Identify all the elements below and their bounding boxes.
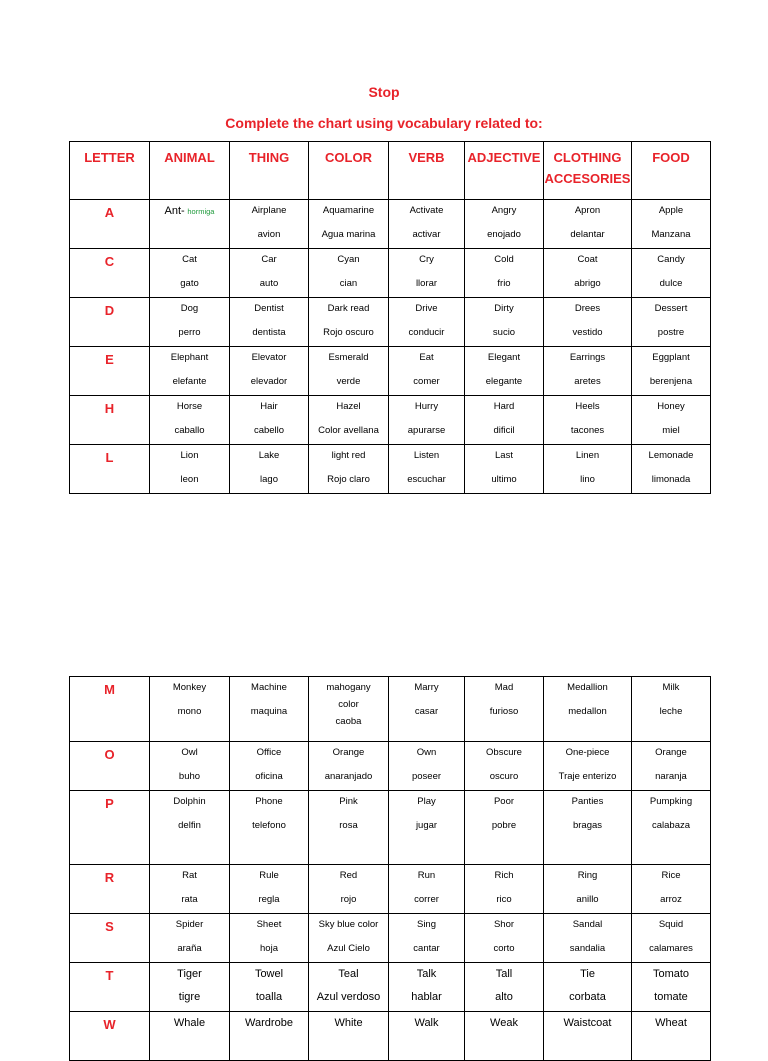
word: Office <box>256 747 282 758</box>
translation: toalla <box>255 991 283 1003</box>
translation: medallon <box>568 706 607 717</box>
row-letter: O <box>104 747 115 762</box>
translation: verde <box>336 376 361 387</box>
translation: sandalia <box>569 943 606 954</box>
word: Dark read <box>327 303 370 314</box>
word: Panties <box>571 796 604 807</box>
row-letter: T <box>105 968 114 983</box>
translation: miel <box>662 425 680 436</box>
word: Hard <box>493 401 515 412</box>
word: Spider <box>175 919 204 930</box>
row-letter: A <box>104 205 115 220</box>
translation: elegante <box>485 376 523 387</box>
translation: elefante <box>172 376 207 387</box>
row-letter: P <box>105 796 114 811</box>
word: Play <box>417 796 436 807</box>
word: mahogany <box>326 682 371 693</box>
page-title: Stop <box>368 84 400 100</box>
translation: ultimo <box>491 474 517 485</box>
translation: leche <box>659 706 683 717</box>
translation: Azul Cielo <box>327 943 370 954</box>
word: Last <box>495 450 513 461</box>
row-r <box>70 865 711 914</box>
column-header: FOOD <box>652 150 690 165</box>
translation: apurarse <box>407 425 446 436</box>
word: Phone <box>255 796 283 807</box>
translation: correr <box>414 894 439 905</box>
word: Hazel <box>336 401 361 412</box>
word: Tie <box>580 968 595 980</box>
word: Eat <box>419 352 434 363</box>
row-letter: E <box>105 352 114 367</box>
row-letter: D <box>104 303 115 318</box>
word: Drive <box>415 303 438 314</box>
translation: limonada <box>651 474 691 485</box>
translation: cabello <box>253 425 285 436</box>
word: Lion <box>180 450 199 461</box>
vocabulary-chart-1 <box>69 141 711 494</box>
word: Pink <box>339 796 358 807</box>
animal-word: Ant- <box>164 205 185 217</box>
word: light red <box>331 450 366 461</box>
translation: auto <box>259 278 279 289</box>
word: Marry <box>414 682 439 693</box>
word-continued: color <box>338 699 359 710</box>
word: Aquamarine <box>322 205 375 216</box>
word: Hurry <box>414 401 439 412</box>
word: Run <box>417 870 436 881</box>
translation: berenjena <box>649 376 693 387</box>
word: Cold <box>494 254 514 265</box>
word: Rat <box>182 870 197 881</box>
word: Activate <box>409 205 444 216</box>
translation: leon <box>180 474 199 485</box>
word: Lemonade <box>648 450 694 461</box>
column-header: ANIMAL <box>164 150 215 165</box>
translation: delfin <box>178 820 201 831</box>
row-letter: R <box>104 870 115 885</box>
row-m <box>70 677 711 742</box>
translation: casar <box>414 706 439 717</box>
word: Dessert <box>654 303 688 314</box>
translation: bragas <box>572 820 603 831</box>
translation: lino <box>580 474 595 485</box>
word: White <box>334 1017 363 1029</box>
word: Cyan <box>337 254 360 265</box>
translation: pobre <box>491 820 517 831</box>
word: Heels <box>575 401 600 412</box>
word: One-piece <box>565 747 610 758</box>
word: Dog <box>180 303 199 314</box>
translation: Azul verdoso <box>316 991 381 1003</box>
word: Hair <box>260 401 278 412</box>
word: Lake <box>258 450 280 461</box>
translation: maquina <box>250 706 288 717</box>
translation: cantar <box>413 943 440 954</box>
translation: tacones <box>570 425 605 436</box>
translation: regla <box>258 894 280 905</box>
word: Orange <box>332 747 365 758</box>
row-letter: S <box>105 919 114 934</box>
instructions-heading: Complete the chart using vocabulary related to: <box>225 115 543 131</box>
translation: arroz <box>660 894 682 905</box>
row-letter: H <box>104 401 115 416</box>
word: Waistcoat <box>563 1017 612 1029</box>
translation: dulce <box>659 278 683 289</box>
word: Medallion <box>567 682 608 693</box>
word: Dolphin <box>173 796 206 807</box>
translation: lago <box>260 474 278 485</box>
translation: Rojo oscuro <box>323 327 374 338</box>
header-row <box>70 142 711 200</box>
word: Wardrobe <box>245 1017 293 1029</box>
column-header: COLOR <box>325 150 372 165</box>
translation: rosa <box>339 820 358 831</box>
word: Rule <box>259 870 279 881</box>
word: Monkey <box>172 682 207 693</box>
word: Listen <box>413 450 440 461</box>
translation: enojado <box>487 229 521 240</box>
translation: avion <box>257 229 281 240</box>
column-header: THING <box>248 150 290 165</box>
word: Candy <box>657 254 685 265</box>
translation: escuchar <box>407 474 446 485</box>
translation: postre <box>657 327 685 338</box>
translation: elevador <box>250 376 288 387</box>
word: Dirty <box>494 303 514 314</box>
word: Walk <box>414 1017 439 1029</box>
animal-translation-hint: hormiga <box>187 207 215 216</box>
translation: abrigo <box>574 278 601 289</box>
translation: conducir <box>408 327 445 338</box>
word: Red <box>339 870 358 881</box>
vocabulary-chart-2 <box>69 676 711 1061</box>
translation: dentista <box>252 327 286 338</box>
word: Honey <box>657 401 685 412</box>
translation: gato <box>180 278 199 289</box>
word: Angry <box>491 205 517 216</box>
word: Coat <box>577 254 598 265</box>
word: Machine <box>251 682 287 693</box>
row-letter: W <box>103 1017 116 1032</box>
translation: activar <box>412 229 441 240</box>
row-s <box>70 914 711 963</box>
row-p <box>70 791 711 865</box>
word: Sandal <box>572 919 603 930</box>
translation: caballo <box>174 425 205 436</box>
word: Towel <box>254 968 284 980</box>
translation: delantar <box>570 229 605 240</box>
translation: poseer <box>411 771 442 782</box>
translation: tomate <box>654 991 688 1003</box>
word: Airplane <box>251 205 287 216</box>
row-a <box>70 200 711 249</box>
word: Car <box>261 254 277 265</box>
row-e <box>70 347 711 396</box>
word: Obscure <box>486 747 522 758</box>
word: Rice <box>661 870 681 881</box>
translation: tigre <box>178 991 201 1003</box>
word: Pumpking <box>649 796 693 807</box>
row-c <box>70 249 711 298</box>
word: Sing <box>416 919 436 930</box>
word: Drees <box>574 303 601 314</box>
word: Poor <box>493 796 515 807</box>
column-header: LETTER <box>84 150 135 165</box>
word: Linen <box>575 450 600 461</box>
word: Esmerald <box>328 352 369 363</box>
translation: Agua marina <box>321 229 376 240</box>
translation: araña <box>177 943 202 954</box>
translation: calamares <box>649 943 693 954</box>
row-letter: C <box>104 254 115 269</box>
word: Talk <box>416 968 437 980</box>
translation: oficina <box>255 771 283 782</box>
word: Own <box>416 747 437 758</box>
word: Elevator <box>251 352 287 363</box>
translation: dificil <box>493 425 515 436</box>
translation: hoja <box>260 943 278 954</box>
word: Squid <box>658 919 684 930</box>
translation: mono <box>177 706 202 717</box>
word: Sky blue color <box>318 919 379 930</box>
translation: alto <box>495 991 513 1003</box>
translation: buho <box>178 771 201 782</box>
word: Wheat <box>655 1017 687 1029</box>
word: Mad <box>494 682 514 693</box>
word: Tiger <box>177 968 202 980</box>
row-d <box>70 298 711 347</box>
word: Dentist <box>254 303 284 314</box>
row-l <box>70 445 711 494</box>
translation: corbata <box>569 991 606 1003</box>
word: Milk <box>662 682 680 693</box>
translation: Rojo claro <box>327 474 370 485</box>
translation: telefono <box>252 820 286 831</box>
word: Tall <box>495 968 513 980</box>
word: Elegant <box>487 352 521 363</box>
word: Owl <box>181 747 198 758</box>
translation: aretes <box>574 376 601 387</box>
word: Cry <box>419 254 434 265</box>
word: Whale <box>173 1017 206 1029</box>
translation: rico <box>496 894 512 905</box>
column-header: CLOTHING ACCESORIES <box>544 150 631 186</box>
word: Earrings <box>569 352 606 363</box>
translation: anillo <box>576 894 599 905</box>
translation: sucio <box>492 327 516 338</box>
translation: cian <box>339 278 358 289</box>
word: Weak <box>490 1017 518 1029</box>
word: Apron <box>574 205 601 216</box>
word: Rich <box>494 870 514 881</box>
translation: frio <box>497 278 511 289</box>
translation: rojo <box>340 894 357 905</box>
translation: rata <box>181 894 198 905</box>
translation: furioso <box>489 706 519 717</box>
word: Ring <box>577 870 598 881</box>
word: Apple <box>658 205 684 216</box>
translation: comer <box>413 376 440 387</box>
translation: perro <box>178 327 201 338</box>
word: Tomato <box>652 968 690 980</box>
translation: jugar <box>415 820 438 831</box>
word: Horse <box>176 401 203 412</box>
word: Shor <box>493 919 515 930</box>
translation: Color avellana <box>318 425 379 436</box>
row-t <box>70 963 711 1012</box>
translation: calabaza <box>651 820 691 831</box>
translation: vestido <box>572 327 603 338</box>
translation: Manzana <box>651 229 691 240</box>
row-letter: L <box>105 450 114 465</box>
translation: llorar <box>415 278 438 289</box>
row-o <box>70 742 711 791</box>
translation: hablar <box>411 991 442 1003</box>
translation: caoba <box>335 716 362 727</box>
row-letter: M <box>104 682 115 697</box>
translation: oscuro <box>489 771 519 782</box>
translation: anaranjado <box>324 771 373 782</box>
row-h <box>70 396 711 445</box>
translation: corto <box>493 943 515 954</box>
word: Cat <box>182 254 197 265</box>
translation: Traje enterizo <box>558 771 617 782</box>
row-w <box>70 1012 711 1061</box>
column-header: ADJECTIVE <box>467 150 541 165</box>
word: Teal <box>338 968 359 980</box>
word: Sheet <box>256 919 282 930</box>
column-header: VERB <box>408 150 445 165</box>
translation: naranja <box>655 771 687 782</box>
word: Orange <box>655 747 687 758</box>
word: Eggplant <box>652 352 690 363</box>
word: Elephant <box>170 352 209 363</box>
